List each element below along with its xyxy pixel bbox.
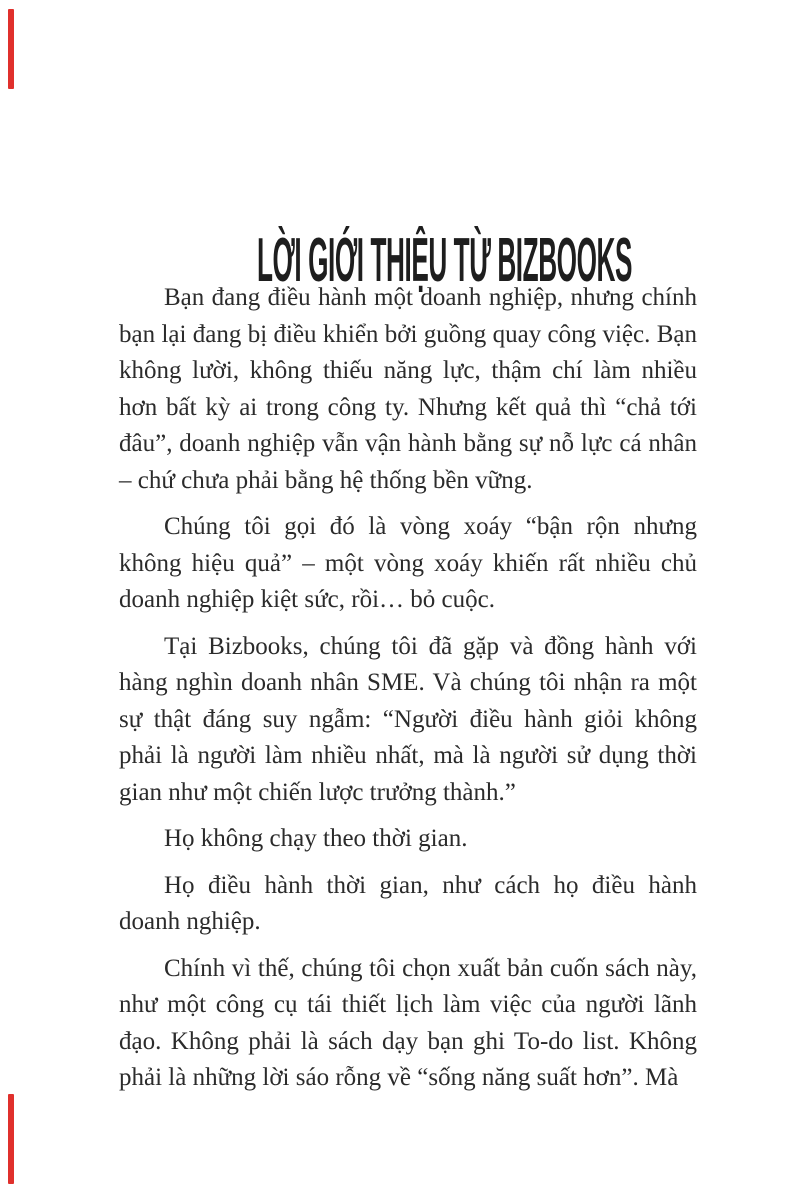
paragraph-2: Chúng tôi gọi đó là vòng xoáy “bận rộn nhưng không hiệu quả” – một vòng xoáy khiến rất nhiều chủ doanh nghiệp kiệt sức, rồi… bỏ cuộc.: [119, 513, 697, 613]
paragraph-3: Tại Bizbooks, chúng tôi đã gặp và đồng hành với hàng nghìn doanh nhân SME. Và chúng tôi nhận ra một sự thật đáng suy ngẫm: “Người điều hành giỏi không phải là người làm nhiều nhất, mà là người sử dụng thời gian như một chiến lược trưởng thành.”: [119, 632, 697, 806]
paragraph-1: Bạn đang điều hành một doanh nghiệp, nhưng chính bạn lại đang bị điều khiển bởi guồng quay công việc. Bạn không lười, không thiếu năng lực, thậm chí làm nhiều hơn bất kỳ ai trong công ty. Nhưng kết quả thì “chả tới đâu”, doanh nghiệp vẫn vận hành bằng sự nỗ lực cá nhân – chứ chưa phải bằng hệ thống bền vững.: [119, 284, 697, 494]
intro-text-block: [119, 280, 697, 1107]
page-title: LỜI GIỚI THIỆU TỪ BIZBOOKS: [256, 225, 632, 295]
paragraph-4: Họ không chạy theo thời gian.: [164, 825, 468, 852]
red-edge-mark-bottom: [8, 1094, 14, 1184]
paragraph-5: Họ điều hành thời gian, như cách họ điều hành doanh nghiệp.: [119, 871, 697, 935]
red-edge-mark-top: [8, 9, 14, 89]
paragraph-6: Chính vì thế, chúng tôi chọn xuất bản cuốn sách này, như một công cụ tái thiết lịch làm việc của người lãnh đạo. Không phải là sách dạy bạn ghi To-do list. Không phải là những lời sáo rỗng về “sống năng suất hơn”. Mà: [119, 954, 697, 1091]
